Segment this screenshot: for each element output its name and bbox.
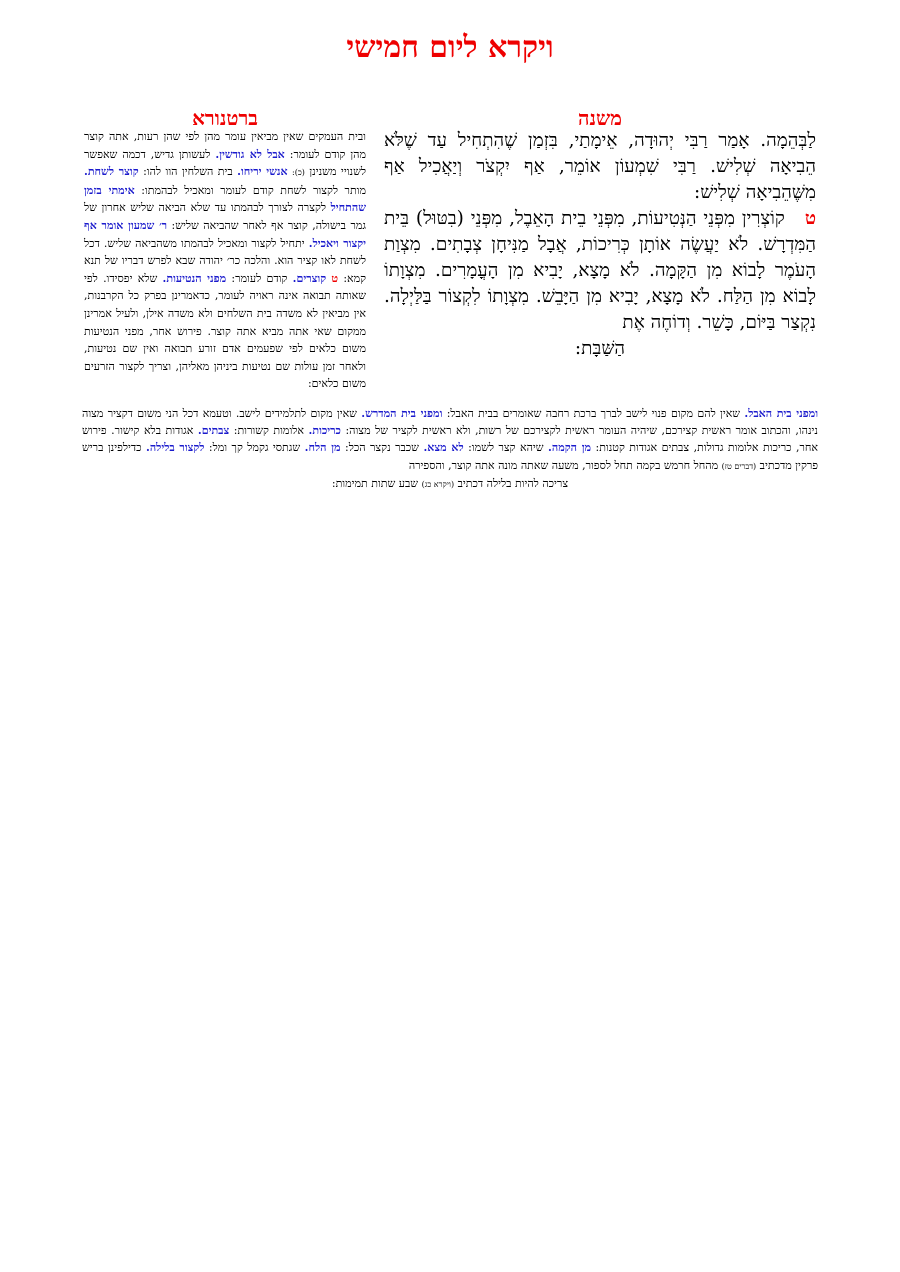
bartenura-reference: (כ):	[292, 168, 305, 178]
page-title: ויקרא ליום חמישי	[346, 30, 554, 65]
bartenura-text: מהחל חרמש בקמה תחל לספור, משעה שאתה מונה אתה קוצר, והספירה	[408, 458, 719, 472]
mishnah-text: קוֹצְרִין מִפְּנֵי הַנְּטִיעוֹת, מִפְּנֵי בֵית הָאֵבֶל, מִפְּנֵי (בִטּוּל) בֵּית הַמִּדְרָשׁ. לֹא יַעֲשֶׂה אוֹתָן כְּרִיכוֹת, אֲבָל מַנִּיחָן צְבָתִים. מִצְוַת הָעֹמֶר לָבוֹא מִן הַקָּמָה. לֹא מָצָא, יָבִיא מִן הָעֳמָרִים. מִצְוָתוֹ לָבוֹא מִן הַלַּח. לֹא מָצָא, יָבִיא מִן הַיָּבֵשׁ. מִצְוָתוֹ לִקְצוֹר בַּלַּיְלָה. נִקְצַר בַּיּוֹם, כָּשֵׁר. וְדוֹחֶה אֶת	[384, 208, 816, 333]
bartenura-dibbur-hamatchil: מן הלח.	[304, 441, 341, 455]
bartenura-dibbur-hamatchil: ומפני בית האבל.	[744, 407, 819, 420]
bartenura-text: שאין מקום לתלמידים לישב. וטעמא דכל הני משום דקציר מצוה נינהו, והכתוב אומר ראשית קצירכם, שיהיה העומר ראשית לקצירכם של רשות, ולא ראשית לקציר של מצוה:	[82, 407, 818, 438]
bartenura-text: לעשותן גדיש, דכמה שאפשר לשנויי משנינן	[84, 147, 367, 179]
bartenura-dibbur-hamatchil: קוצר לשחת.	[84, 165, 139, 179]
bartenura-dibbur-hamatchil: אנשי יריחו.	[237, 165, 288, 179]
bartenura-dibbur-hamatchil: לקצור בלילה.	[146, 441, 205, 455]
bartenura-reference: (ויקרא כג)	[421, 479, 455, 489]
bartenura-text: שגתסי גקמל קך ומל:	[208, 441, 301, 455]
bartenura-text: כדילפינן בריש פרקין מדכתיב	[82, 441, 818, 472]
bartenura-text: אגודות בלא קישור. פירוש אחר, כריכות אלומות גדולות, צבתים אגודות קטנות:	[82, 424, 818, 455]
bartenura-dibbur-hamatchil: ומפני בית המדרש.	[361, 407, 443, 420]
bartenura-dibbur-hamatchil: קוצרים.	[292, 271, 327, 285]
bartenura-dibbur-hamatchil: כריכות.	[308, 424, 341, 438]
bartenura-dibbur-hamatchil: לא מצא.	[423, 441, 464, 455]
bartenura-text: שכבר נקצר הכל:	[345, 441, 419, 455]
bartenura-dibbur-hamatchil: מן הקמה.	[548, 441, 592, 455]
bartenura-dibbur-hamatchil: אימתי בזמן שהתחיל	[84, 183, 366, 215]
bartenura-side-column	[84, 128, 366, 393]
bartenura-text: מותר לקצור לשחת קודם לעומר ומאכיל לבהמתו:	[141, 183, 367, 197]
bartenura-text: יתחיל לקצור ומאכיל לבהמתו משהביאה שליש. דכל לשחת לאו קציר הוא. והלכה כר׳ יהודה שבא לפרש דבריו של תנא קמא:	[84, 236, 367, 285]
bartenura-text: ובית העמקים שאין מביאין עומר מהן לפי שהן רעות, אתה קוצר מהן קודם לעומר:	[84, 130, 367, 161]
bartenura-text: אלומות קשורות:	[233, 424, 305, 438]
mishnah-number: ט	[804, 208, 816, 229]
bartenura-text: שבע שתות תמימות:	[331, 476, 419, 490]
bartenura-text: בית השלחין הוו להו:	[143, 165, 233, 179]
bartenura-text: שאין להם מקום פנוי לישב לברך ברכת רחבה שאומרים בבית האבל:	[446, 407, 741, 420]
bartenura-last-line	[82, 475, 818, 493]
bartenura-dibbur-hamatchil: מפני הנטיעות.	[162, 271, 227, 285]
bartenura-reference: (דברים טז)	[721, 461, 757, 471]
bartenura-text: לקצרה לצורך לבהמתו עד שלא הביאה שליש אחרון של גמר בישולה, קוצר אף לאחר שהביאה שליש:	[84, 201, 366, 232]
bartenura-dibbur-hamatchil: אבל לא גודשין.	[215, 147, 285, 161]
mishnah-paragraph-9	[384, 206, 816, 362]
bartenura-text: קודם לעומר:	[231, 271, 288, 285]
bartenura-number: ט	[331, 271, 339, 285]
bartenura-text: שלא יפסידו. לפי שאותה תבואה אינה ראויה לעומר, כדאמרינן בפרק כל הקרבנות, אין מביאין לא משדה בית השלחים ולא משדה אילן, ולעיל אמרינן ממקום שאי אתה מביא אתה קוצר. פירוש אחר, מפני הנטיעות משום כלאים לפי שפעמים אדם זורע תבואה ואין שם נטיעות, ולאחר זמן עולות שם נטיעות ביניהן מאליהן, וצריך לקצור הזרעים משום כלאים:	[84, 271, 366, 391]
bartenura-text: צריכה להיות בלילה דכתיב	[457, 476, 569, 490]
bartenura-heading: ברטנורא	[192, 106, 258, 130]
bartenura-dibbur-hamatchil: ר׳ שמעון אומר אף יקצור ויאכיל.	[84, 218, 366, 250]
mishnah-heading: משנה	[577, 106, 623, 130]
bartenura-text: שיהא קצר לשמו:	[468, 441, 544, 455]
mishnah-last-line: הַשַּׁבָּת:	[574, 338, 626, 359]
mishnah-text-block	[384, 128, 816, 362]
bartenura-bottom-block	[82, 405, 818, 493]
mishnah-continuation: לַבְּהֵמָה. אָמַר רַבִּי יְהוּדָה, אֵימָתַי, בִּזְמַן שֶׁהִתְחִיל עַד שֶׁלֹּא הֵבִיאָה שְׁלִישׁ. רַבִּי שִׁמְעוֹן אוֹמֵר, אַף יִקְצֹר וְיַאֲכִיל אַף מִשֶּׁהֵבִיאָה שְׁלִישׁ:	[384, 130, 816, 203]
bartenura-dibbur-hamatchil: צבתים.	[197, 424, 230, 438]
